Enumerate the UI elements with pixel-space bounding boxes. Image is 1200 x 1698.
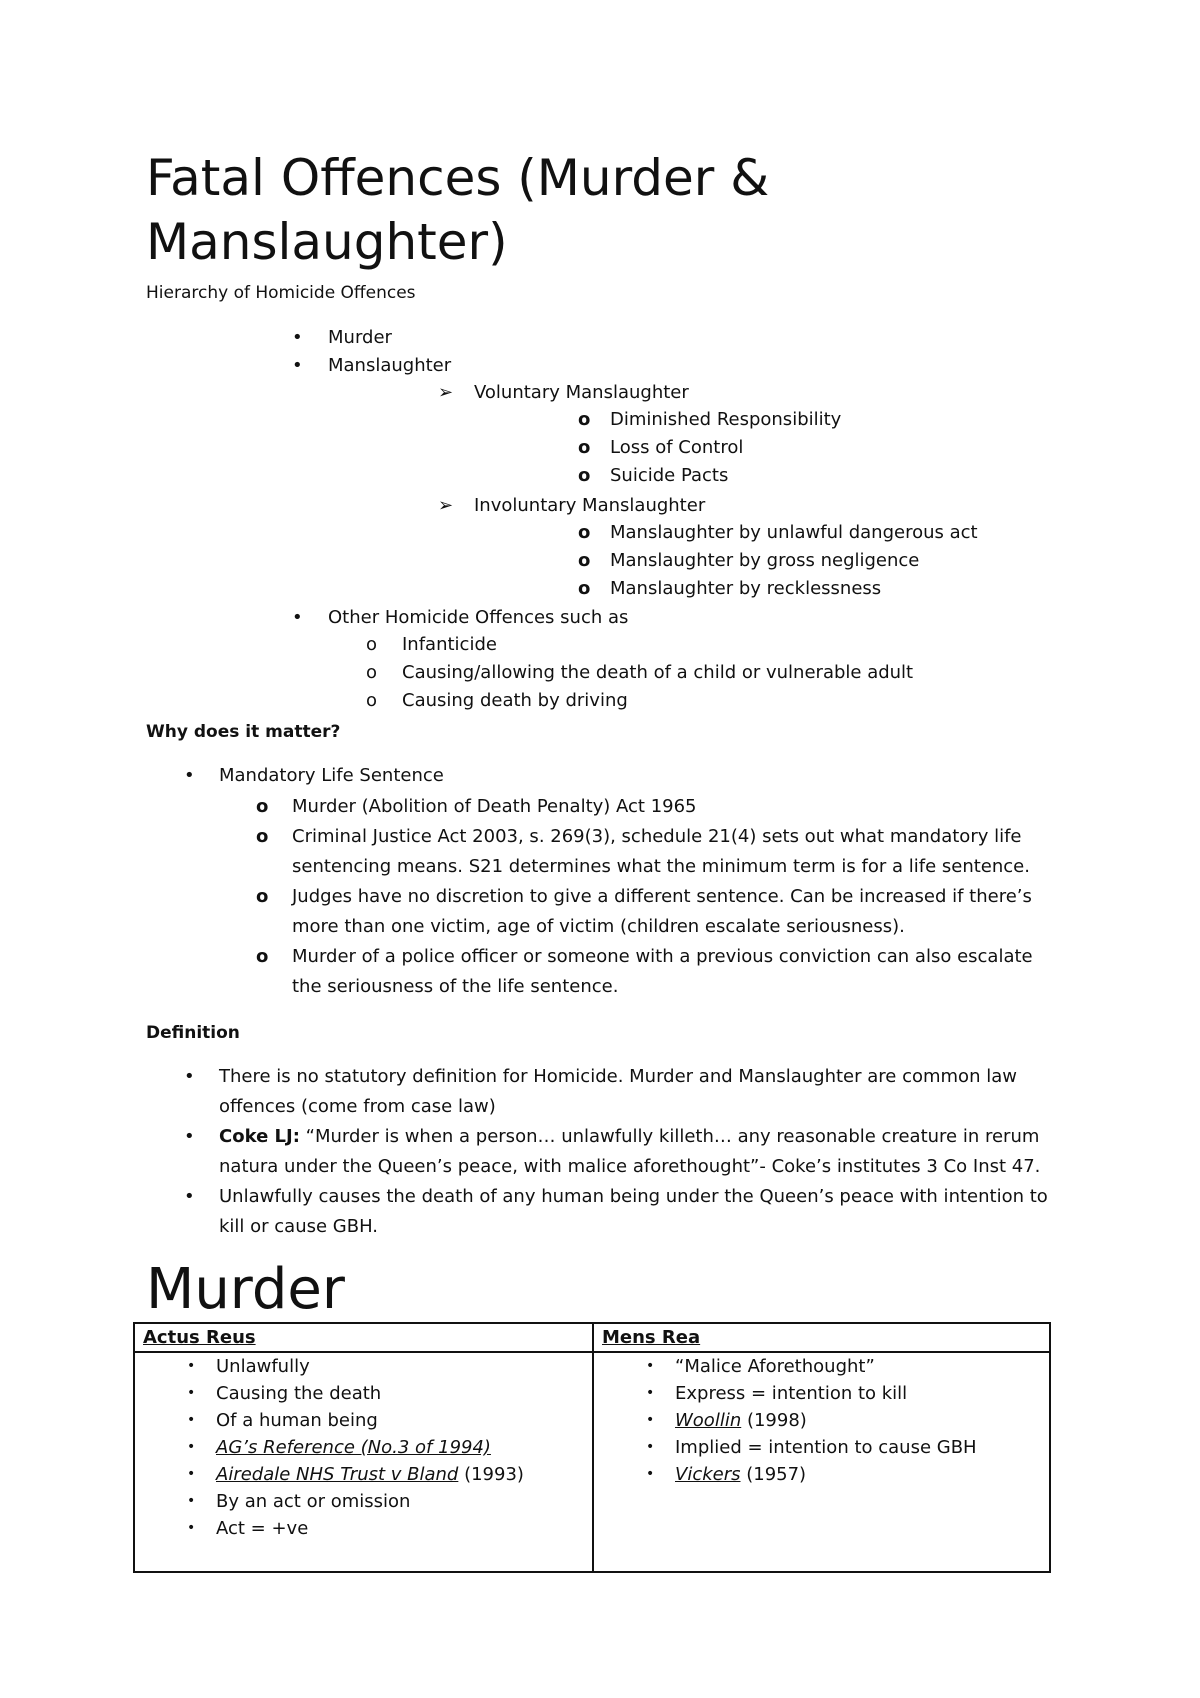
bullet-dot: •	[292, 327, 303, 348]
list-item: • Act = +ve	[143, 1515, 584, 1542]
list-item: Manslaughter by recklessness	[610, 578, 882, 599]
table-header-row	[134, 1323, 1050, 1352]
list-item: • Woollin (1998)	[602, 1407, 1041, 1434]
bullet-o: o	[256, 826, 269, 847]
bullet-o: o	[366, 662, 378, 683]
bullet-o: o	[578, 437, 591, 458]
list-item: • Unlawfully	[143, 1353, 584, 1380]
list-item-line: the seriousness of the life sentence.	[292, 976, 619, 997]
bullet-o: o	[578, 465, 591, 486]
definition-line	[219, 1125, 1039, 1149]
list-item: • Airedale NHS Trust v Bland (1993)	[143, 1461, 584, 1488]
list-item: Loss of Control	[610, 437, 744, 458]
bullet-o: o	[578, 550, 591, 571]
list-item: • Causing the death	[143, 1380, 584, 1407]
bullet-dot: •	[184, 1066, 195, 1087]
list-item: Diminished Responsibility	[610, 409, 842, 430]
list-item-other: Other Homicide Offences such as	[328, 607, 629, 628]
list-item-line: Murder of a police officer or someone with a previous conviction can also escalate	[292, 946, 1033, 967]
bullet-dot: •	[187, 1466, 196, 1482]
case-link[interactable]: Vickers	[675, 1464, 741, 1485]
bullet-dot: •	[292, 607, 303, 628]
list-item: • Vickers (1957)	[602, 1461, 1041, 1488]
bullet-dot: •	[646, 1439, 655, 1455]
bullet-o: o	[256, 886, 269, 907]
bullet-o: o	[256, 946, 269, 967]
bullet-dot: •	[184, 1126, 195, 1147]
list-item: • Express = intention to kill	[602, 1380, 1041, 1407]
definition-line: offences (come from case law)	[219, 1096, 496, 1117]
bullet-dot: •	[187, 1385, 196, 1401]
definition-line: Unlawfully causes the death of any human being under the Queen’s peace with intention to	[219, 1186, 1048, 1207]
list-item	[143, 1434, 584, 1461]
list-item: Manslaughter by gross negligence	[610, 550, 920, 571]
case-link[interactable]: Woollin	[675, 1410, 742, 1431]
murder-table	[133, 1322, 1051, 1573]
arrow-bullet-icon: ➢	[438, 382, 454, 403]
bullet-o: o	[366, 690, 378, 711]
bullet-dot: •	[292, 355, 303, 376]
bullet-o: o	[578, 409, 591, 430]
section-heading-why: Why does it matter?	[146, 722, 341, 742]
definition-line: natura under the Queen’s peace, with malice aforethought”- Coke’s institutes 3 Co Inst 47.	[219, 1156, 1041, 1177]
table-header-actus-reus: Actus Reus	[134, 1323, 593, 1352]
case-link[interactable]: AG’s Reference (No.3 of 1994)	[216, 1437, 491, 1458]
table-cell-mens-rea	[593, 1352, 1050, 1572]
list-item-murder: Murder	[328, 327, 392, 348]
bullet-dot: •	[187, 1493, 196, 1509]
list-item-line: Judges have no discretion to give a different sentence. Can be increased if there’s	[292, 886, 1032, 907]
arrow-bullet-icon: ➢	[438, 495, 454, 516]
definition-line: There is no statutory definition for Homicide. Murder and Manslaughter are common law	[219, 1066, 1017, 1087]
list-item-line: sentencing means. S21 determines what the minimum term is for a life sentence.	[292, 856, 1030, 877]
bullet-o: o	[366, 634, 378, 655]
definition-line: kill or cause GBH.	[219, 1216, 379, 1237]
bullet-dot: •	[187, 1412, 196, 1428]
list-item-manslaughter: Manslaughter	[328, 355, 452, 376]
list-item: Causing/allowing the death of a child or vulnerable adult	[402, 662, 914, 683]
table-header-mens-rea: Mens Rea	[593, 1323, 1050, 1352]
list-item: Infanticide	[402, 634, 497, 655]
section-heading-murder: Murder	[146, 1257, 345, 1322]
list-item: • Of a human being	[143, 1407, 584, 1434]
list-item-involuntary: Involuntary Manslaughter	[474, 495, 706, 516]
coke-label: Coke LJ:	[219, 1126, 300, 1147]
list-item-line: more than one victim, age of victim (children escalate seriousness).	[292, 916, 905, 937]
list-item-line: Criminal Justice Act 2003, s. 269(3), schedule 21(4) sets out what mandatory life	[292, 826, 1022, 847]
bullet-dot: •	[646, 1358, 655, 1374]
bullet-o: o	[578, 522, 591, 543]
list-item: Causing death by driving	[402, 690, 628, 711]
bullet-dot: •	[184, 765, 195, 786]
list-item: • By an act or omission	[143, 1488, 584, 1515]
bullet-dot: •	[646, 1385, 655, 1401]
list-item-life-sentence: Mandatory Life Sentence	[219, 765, 444, 786]
bullet-dot: •	[187, 1439, 196, 1455]
bullet-dot: •	[187, 1358, 196, 1374]
table-cell-actus-reus	[134, 1352, 593, 1572]
list-item: Murder (Abolition of Death Penalty) Act 1965	[292, 796, 697, 817]
bullet-dot: •	[187, 1520, 196, 1536]
case-link[interactable]: Airedale NHS Trust v Bland	[216, 1464, 459, 1485]
bullet-o: o	[256, 796, 269, 817]
bullet-dot: •	[646, 1412, 655, 1428]
page-title: Fatal Offences (Murder & Manslaughter)	[146, 149, 770, 271]
coke-quote: “Murder is when a person… unlawfully killeth… any reasonable creature in rerum	[299, 1126, 1040, 1147]
bullet-dot: •	[646, 1466, 655, 1482]
list-item: Suicide Pacts	[610, 465, 729, 486]
list-item-voluntary: Voluntary Manslaughter	[474, 382, 689, 403]
list-item: • “Malice Aforethought”	[602, 1353, 1041, 1380]
hierarchy-heading: Hierarchy of Homicide Offences	[146, 283, 416, 303]
bullet-dot: •	[184, 1186, 195, 1207]
bullet-o: o	[578, 578, 591, 599]
section-heading-definition: Definition	[146, 1023, 240, 1043]
list-item: • Implied = intention to cause GBH	[602, 1434, 1041, 1461]
table-row	[134, 1352, 1050, 1572]
list-item: Manslaughter by unlawful dangerous act	[610, 522, 978, 543]
